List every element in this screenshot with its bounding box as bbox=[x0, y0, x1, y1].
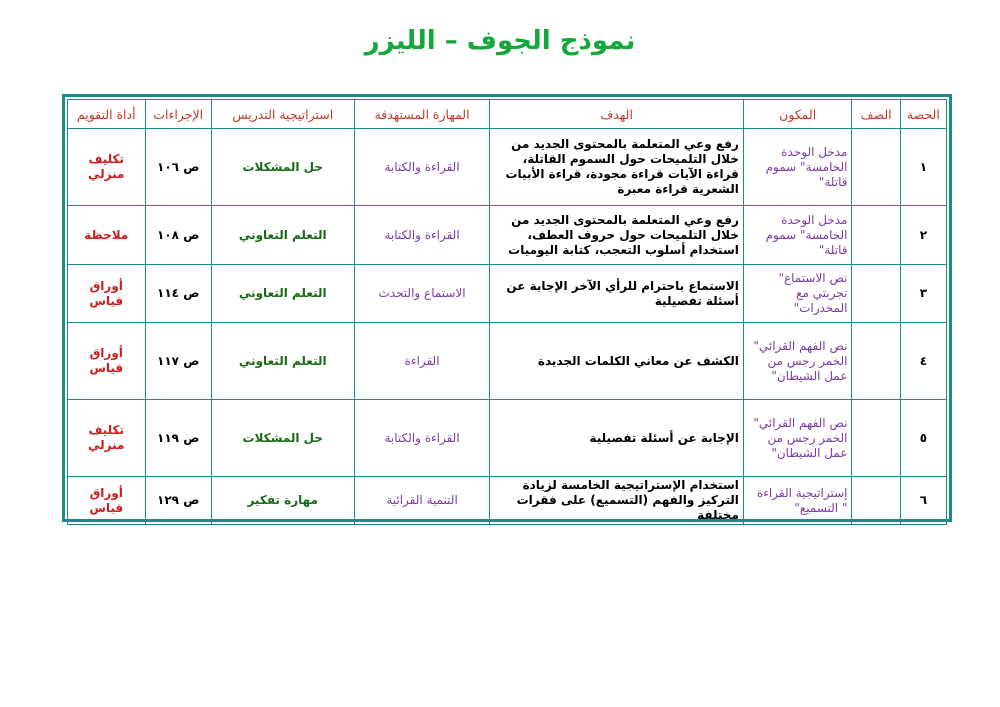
cell-grade bbox=[852, 323, 900, 400]
cell-strategy: حل المشكلات bbox=[211, 129, 354, 206]
cell-component: إستراتيجية القراءة " التسميع" bbox=[743, 477, 852, 525]
cell-procedures: ص ١٢٩ bbox=[145, 477, 211, 525]
cell-lesson: ٤ bbox=[900, 323, 946, 400]
header-lesson: الحصة bbox=[900, 100, 946, 129]
cell-grade bbox=[852, 129, 900, 206]
cell-skill: الاستماع والتحدث bbox=[354, 265, 490, 323]
table-header-row bbox=[68, 100, 947, 129]
cell-goal: الاستماع باحترام للرأي الآخر الإجابة عن أسئلة تفصيلية bbox=[490, 265, 743, 323]
cell-grade bbox=[852, 206, 900, 265]
header-goal: الهدف bbox=[490, 100, 743, 129]
cell-strategy: حل المشكلات bbox=[211, 400, 354, 477]
cell-goal: الكشف عن معاني الكلمات الجديدة bbox=[490, 323, 743, 400]
cell-lesson: ٣ bbox=[900, 265, 946, 323]
cell-lesson: ٦ bbox=[900, 477, 946, 525]
cell-grade bbox=[852, 265, 900, 323]
cell-strategy: التعلم التعاوني bbox=[211, 323, 354, 400]
cell-assessment: أوراق قياس bbox=[68, 323, 146, 400]
cell-goal: استخدام الإستراتيجية الخامسة لزيادة التركيز والفهم (التسميع) على فقرات مختلفة bbox=[490, 477, 743, 525]
cell-lesson: ٥ bbox=[900, 400, 946, 477]
cell-goal: الإجابة عن أسئلة تفصيلية bbox=[490, 400, 743, 477]
cell-procedures: ص ١١٤ bbox=[145, 265, 211, 323]
cell-skill: القراءة والكتابة bbox=[354, 129, 490, 206]
header-strategy: استراتيجية التدريس bbox=[211, 100, 354, 129]
cell-skill: القراءة والكتابة bbox=[354, 400, 490, 477]
table-row bbox=[68, 400, 947, 477]
cell-component: مدخل الوحدة الخامسة" سموم قاتلة" bbox=[743, 129, 852, 206]
cell-strategy: التعلم التعاوني bbox=[211, 206, 354, 265]
cell-procedures: ص ١٠٦ bbox=[145, 129, 211, 206]
lesson-plan-table bbox=[67, 99, 947, 525]
cell-procedures: ص ١١٩ bbox=[145, 400, 211, 477]
cell-component: نص الفهم القرائي" الخمر رجس من عمل الشيطان" bbox=[743, 323, 852, 400]
cell-assessment: تكليف منزلي bbox=[68, 129, 146, 206]
header-grade: الصف bbox=[852, 100, 900, 129]
header-assessment: أداة التقويم bbox=[68, 100, 146, 129]
lesson-plan-table-frame bbox=[62, 94, 952, 522]
cell-goal: رفع وعي المتعلمة بالمحتوى الجديد من خلال التلميحات حول حروف العطف، استخدام أسلوب التعجب، كتابة اليوميات bbox=[490, 206, 743, 265]
cell-grade bbox=[852, 477, 900, 525]
cell-assessment: ملاحظة bbox=[68, 206, 146, 265]
header-component: المكون bbox=[743, 100, 852, 129]
cell-component: مدخل الوحدة الخامسة" سموم قاتلة" bbox=[743, 206, 852, 265]
cell-assessment: أوراق قياس bbox=[68, 265, 146, 323]
header-skill: المهارة المستهدفة bbox=[354, 100, 490, 129]
cell-goal: رفع وعي المتعلمة بالمحتوى الجديد من خلال التلميحات حول السموم القاتلة، قراءة الآيات قراءة مجودة، قراءة الأبيات الشعرية قراءة معبرة bbox=[490, 129, 743, 206]
cell-strategy: مهارة تفكير bbox=[211, 477, 354, 525]
header-procedures: الإجراءات bbox=[145, 100, 211, 129]
cell-skill: القراءة bbox=[354, 323, 490, 400]
cell-grade bbox=[852, 400, 900, 477]
table-row bbox=[68, 477, 947, 525]
cell-lesson: ١ bbox=[900, 129, 946, 206]
cell-assessment: أوراق قياس bbox=[68, 477, 146, 525]
cell-lesson: ٢ bbox=[900, 206, 946, 265]
cell-component: نص الاستماع" تجربتي مع المخدرات" bbox=[743, 265, 852, 323]
cell-assessment: تكليف منزلي bbox=[68, 400, 146, 477]
table-row bbox=[68, 129, 947, 206]
cell-strategy: التعلم التعاوني bbox=[211, 265, 354, 323]
table-row bbox=[68, 206, 947, 265]
cell-component: نص الفهم القرائي" الخمر رجس من عمل الشيطان" bbox=[743, 400, 852, 477]
cell-skill: التنمية القرائية bbox=[354, 477, 490, 525]
table-row bbox=[68, 323, 947, 400]
table-row bbox=[68, 265, 947, 323]
page-title: نموذج الجوف – الليزر bbox=[364, 26, 636, 56]
cell-procedures: ص ١١٧ bbox=[145, 323, 211, 400]
cell-procedures: ص ١٠٨ bbox=[145, 206, 211, 265]
cell-skill: القراءة والكتابة bbox=[354, 206, 490, 265]
